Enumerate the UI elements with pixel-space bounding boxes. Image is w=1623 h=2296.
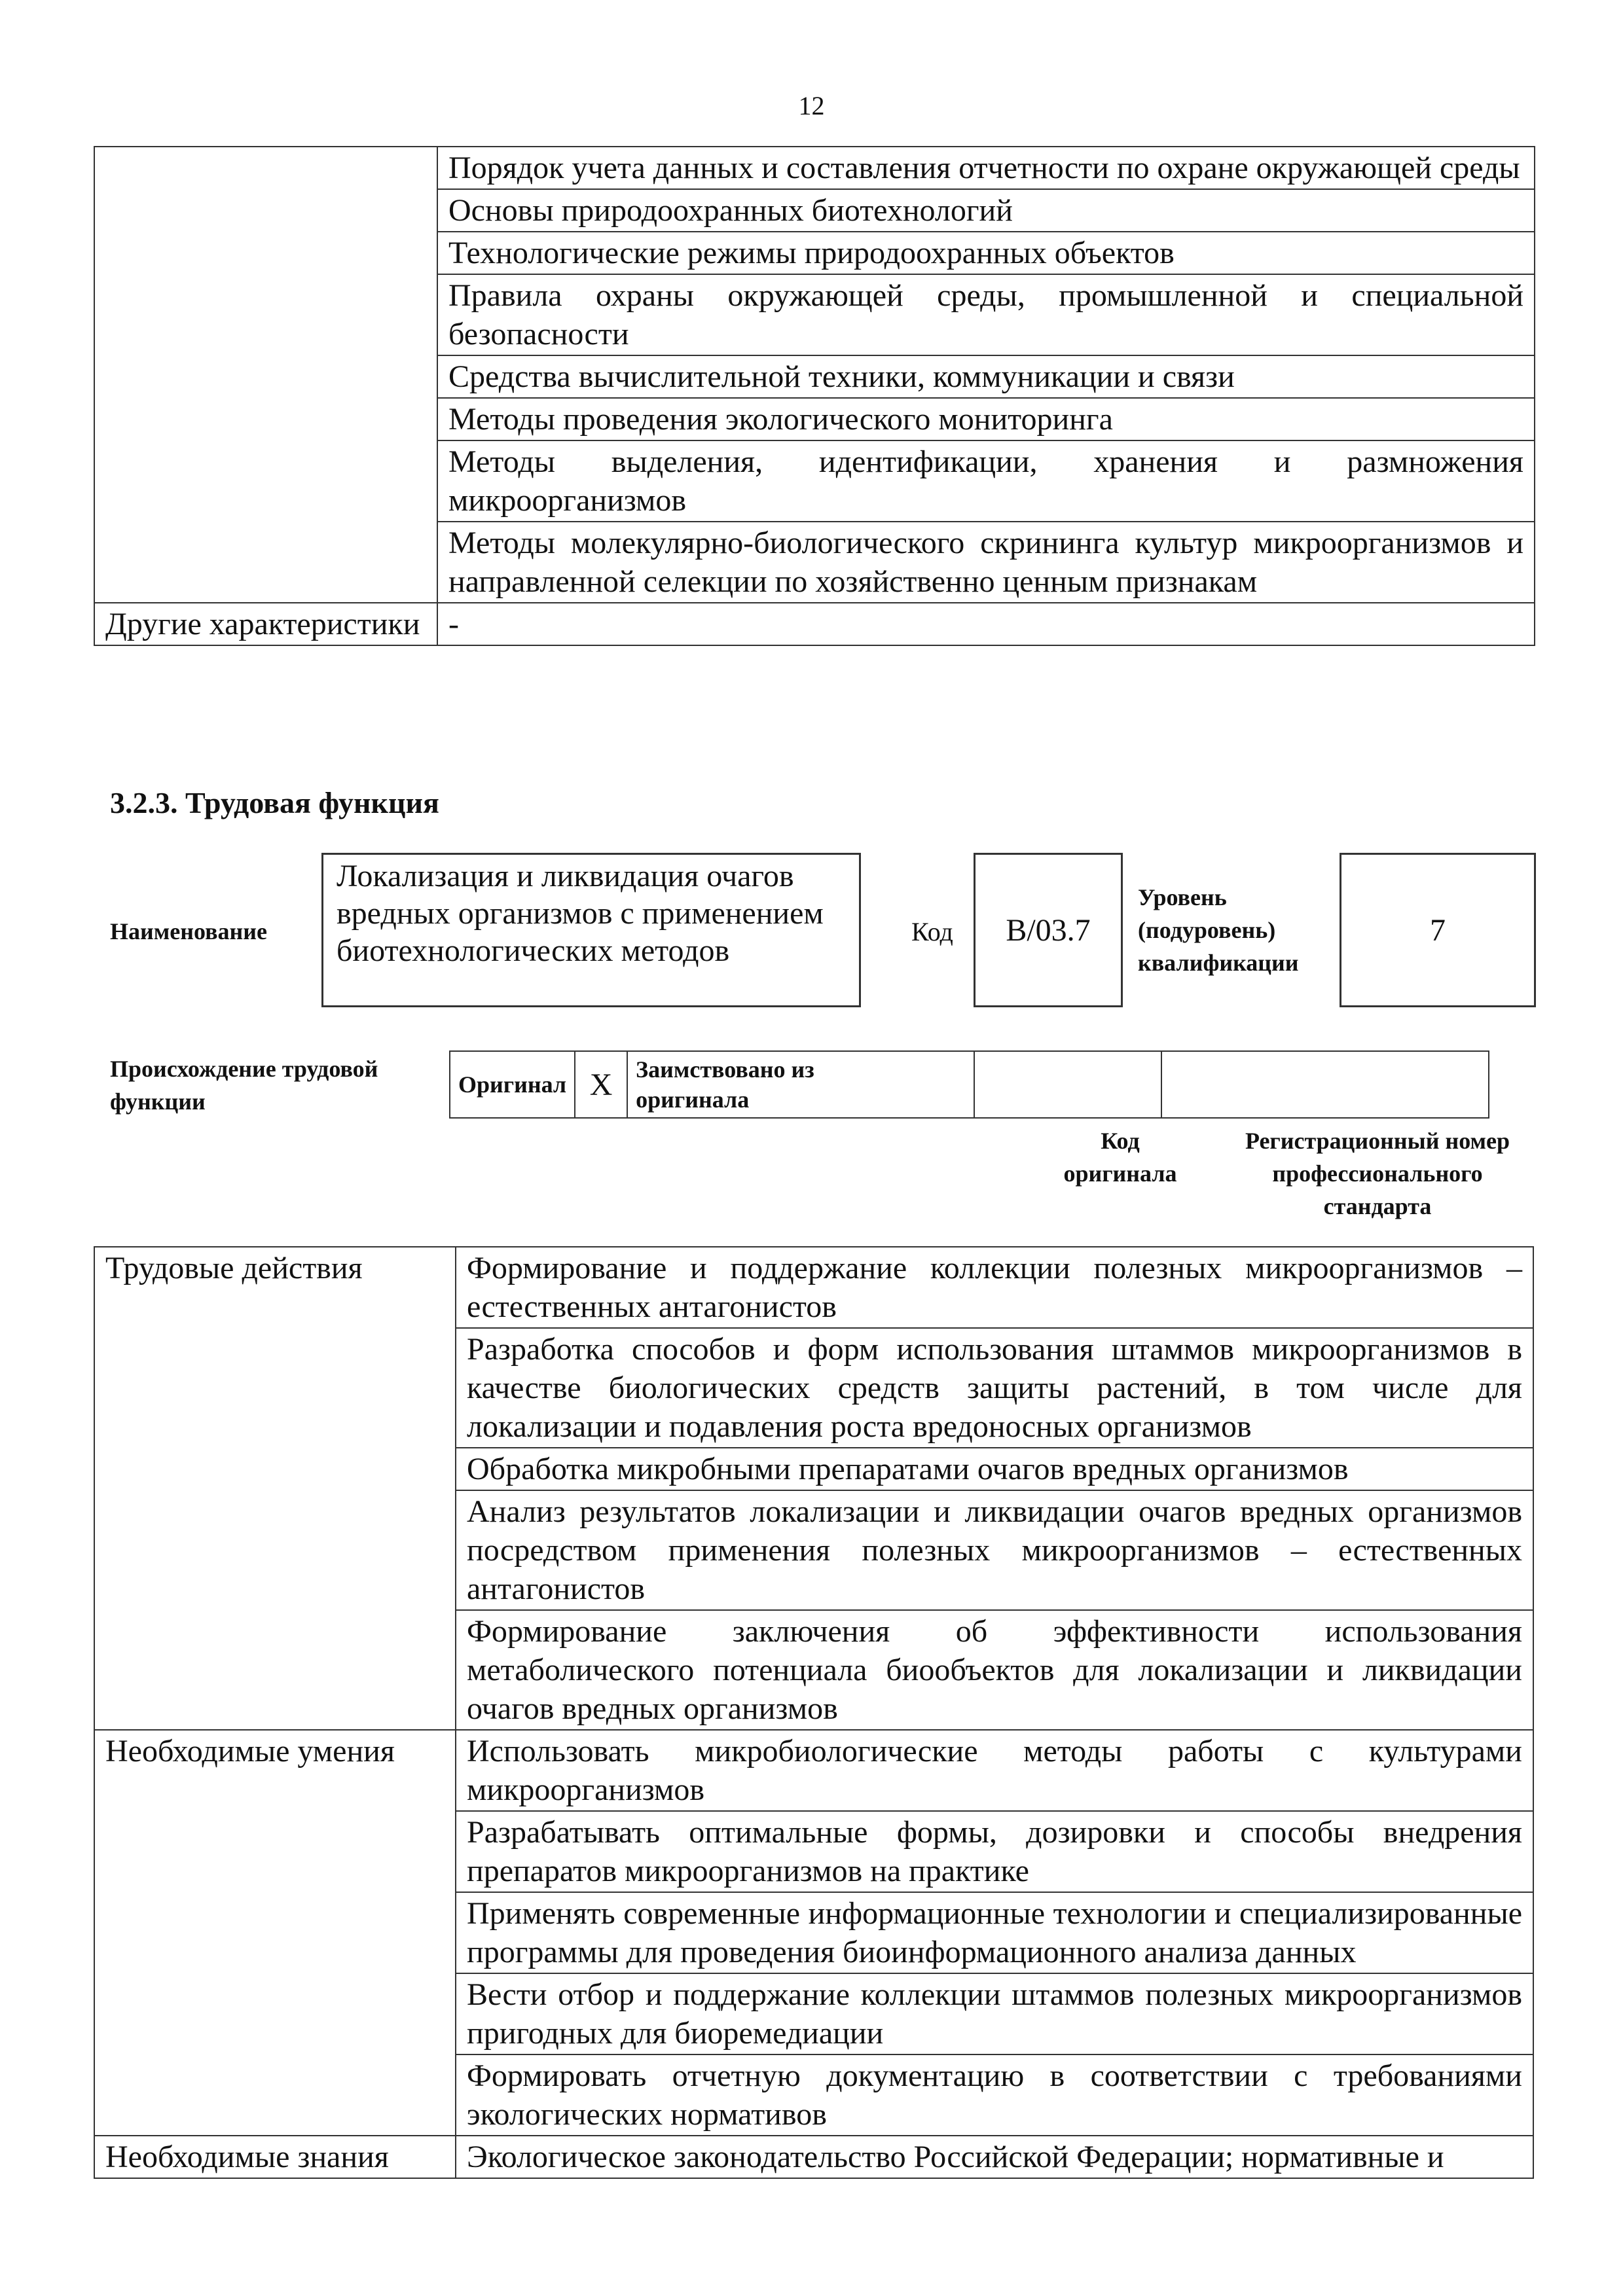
caption-line: оригинала (1063, 1160, 1177, 1187)
origin-label-line: функции (110, 1088, 206, 1115)
table-row: Формировать отчетную документацию в соответствии с требованиями экологических нормативов (456, 2054, 1533, 2136)
table-row: Разработка способов и форм использования штаммов микроорганизмов в качестве биологических средств защиты растений, в том числе для локализации и подавления роста вредоносных организмов (456, 1328, 1533, 1448)
borrowed-label (627, 1051, 974, 1118)
caption-line: Регистрационный номер (1245, 1128, 1510, 1154)
table-row: Методы проведения экологического мониторинга (437, 398, 1535, 440)
borrowed-label-line: Заимствовано из (636, 1056, 814, 1083)
caption-line: профессионального (1272, 1160, 1483, 1187)
table-row: Формирование заключения об эффективности использования метаболического потенциала биообъектов для локализации и ликвидации очагов вредных организмов (456, 1610, 1533, 1730)
table-row: Анализ результатов локализации и ликвидации очагов вредных организмов посредством применения полезных микроорганизмов – естественных антагонистов (456, 1490, 1533, 1610)
empty-label-cell (94, 147, 437, 603)
table-row: Экологическое законодательство Российской Федерации; нормативные и (456, 2136, 1533, 2178)
section-heading: 3.2.3. Трудовая функция (110, 786, 439, 819)
registration-number-cell (1161, 1051, 1489, 1118)
caption-line: Код (1101, 1128, 1140, 1154)
original-mark: X (575, 1051, 627, 1118)
other-characteristics-label: Другие характеристики (94, 603, 437, 645)
knowledge-continuation-table (94, 146, 1535, 646)
original-code-caption (1025, 1124, 1215, 1190)
level-label (1138, 881, 1299, 979)
labor-actions-label: Трудовые действия (94, 1247, 456, 1730)
other-characteristics-value: - (437, 603, 1535, 645)
name-label: Наименование (110, 918, 267, 944)
table-row: Применять современные информационные технологии и специализированные программы для проведения биоинформационного анализа данных (456, 1892, 1533, 1973)
origin-table (449, 1050, 1489, 1119)
origin-label-line: Происхождение трудовой (110, 1056, 378, 1082)
level-label-line: квалификации (1138, 950, 1299, 976)
registration-number-caption (1220, 1124, 1535, 1223)
name-value: Локализация и ликвидация очагов вредных организмов с применением биотехнологических методов (321, 853, 861, 1007)
table-row: Использовать микробиологические методы работы с культурами микроорганизмов (456, 1730, 1533, 1811)
table-row: Технологические режимы природоохранных объектов (437, 232, 1535, 274)
page-number: 12 (798, 91, 825, 120)
origin-label (110, 1052, 378, 1118)
table-row: Вести отбор и поддержание коллекции штаммов полезных микроорганизмов пригодных для биоремедиации (456, 1973, 1533, 2054)
table-row: Методы выделения, идентификации, хранения и размножения микроорганизмов (437, 440, 1535, 522)
code-value: B/03.7 (974, 853, 1123, 1007)
table-row: Методы молекулярно-биологического скрининга культур микроорганизмов и направленной селекции по хозяйственно ценным признакам (437, 522, 1535, 603)
table-row: Основы природоохранных биотехнологий (437, 189, 1535, 232)
table-row: Разрабатывать оптимальные формы, дозировки и способы внедрения препаратов микроорганизмов на практике (456, 1811, 1533, 1892)
caption-line: стандарта (1323, 1193, 1432, 1219)
table-row: Обработка микробными препаратами очагов вредных организмов (456, 1448, 1533, 1490)
borrowed-label-line: оригинала (636, 1086, 750, 1113)
table-row: Средства вычислительной техники, коммуникации и связи (437, 355, 1535, 398)
table-row: Правила охраны окружающей среды, промышленной и специальной безопасности (437, 274, 1535, 355)
original-label: Оригинал (450, 1051, 575, 1118)
table-row: Порядок учета данных и составления отчетности по охране окружающей среды (437, 147, 1535, 189)
level-label-line: Уровень (1138, 884, 1227, 910)
table-row: Формирование и поддержание коллекции полезных микроорганизмов – естественных антагонистов (456, 1247, 1533, 1328)
labor-function-table (94, 1246, 1534, 2179)
level-value: 7 (1340, 853, 1536, 1007)
original-code-cell (974, 1051, 1161, 1118)
code-label: Код (911, 917, 953, 946)
required-knowledge-label: Необходимые знания (94, 2136, 456, 2178)
required-skills-label: Необходимые умения (94, 1730, 456, 2136)
level-label-line: (подуровень) (1138, 917, 1276, 943)
